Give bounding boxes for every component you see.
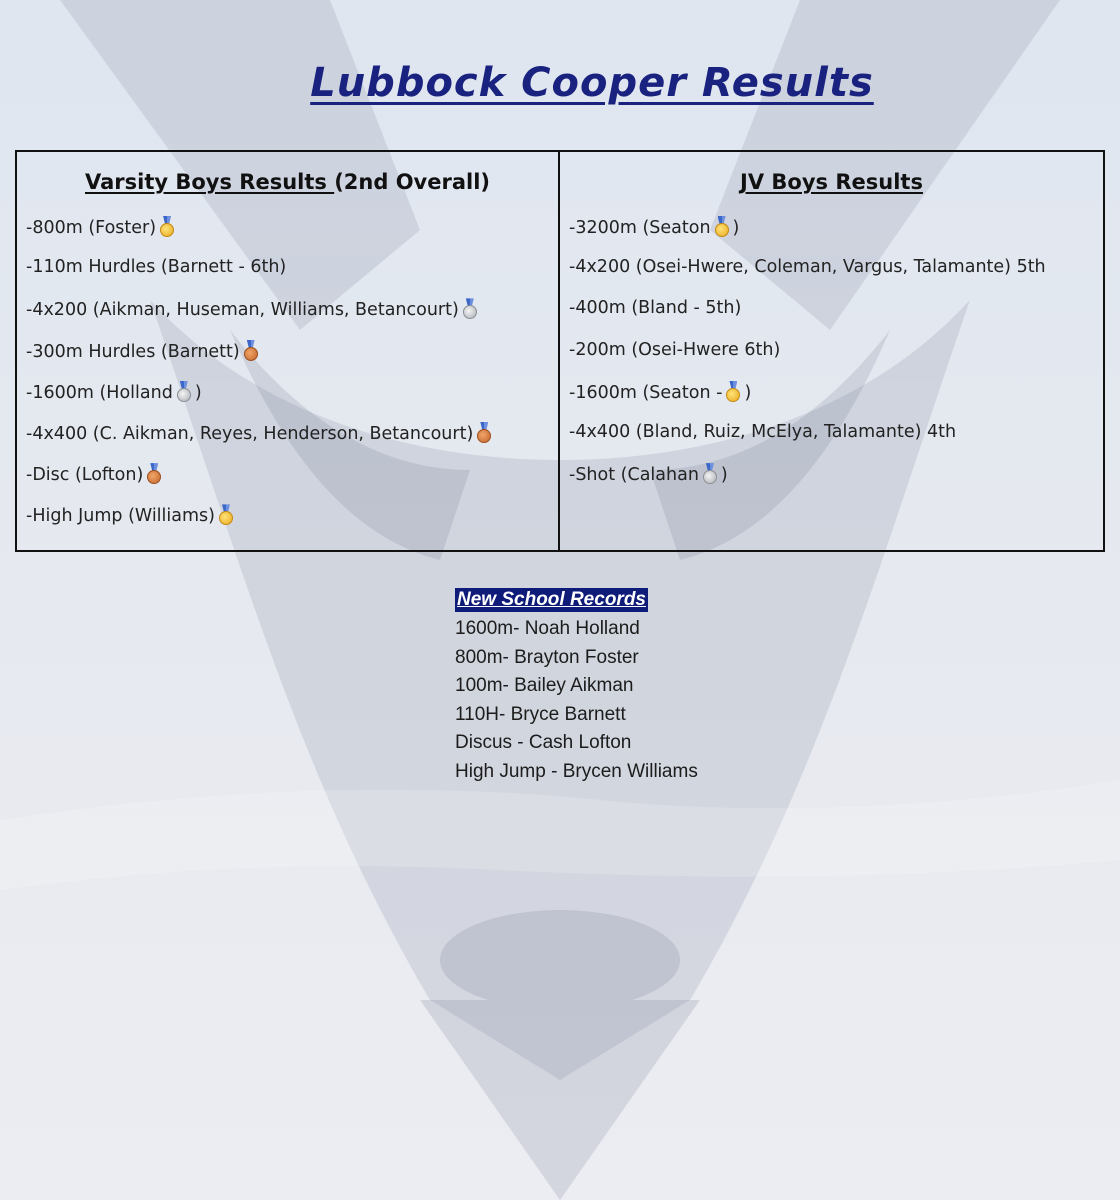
result-text: -High Jump (Williams) [26, 506, 215, 527]
result-item [26, 298, 552, 339]
result-item [26, 216, 552, 257]
result-item [569, 340, 1097, 381]
result-suffix: ) [732, 218, 740, 238]
record-item: 110H- Bryce Barnett [455, 703, 626, 725]
results-table [15, 150, 1105, 552]
result-item [26, 463, 552, 504]
result-text: -3200m (Seaton [569, 218, 711, 238]
result-item [569, 422, 1097, 463]
result-text: -4x200 (Osei-Hwere, Coleman, Vargus, Talamante) 5th [569, 257, 1046, 278]
jv-column [560, 152, 1103, 550]
gold-medal-icon [726, 381, 740, 401]
record-item: 800m- Brayton Foster [455, 646, 639, 668]
jv-results-list [569, 216, 1097, 504]
result-item [569, 463, 1097, 504]
result-suffix: ) [194, 382, 202, 403]
result-item [569, 381, 1097, 422]
silver-medal-icon [463, 298, 477, 318]
result-item [569, 216, 1097, 257]
result-item [569, 257, 1097, 298]
record-item: 1600m- Noah Holland [455, 618, 640, 639]
result-text: -200m (Osei-Hwere 6th) [569, 339, 781, 360]
result-text: -Disc (Lofton) [26, 465, 144, 486]
bronze-medal-icon [477, 422, 491, 442]
result-text: -110m Hurdles (Barnett - 6th) [26, 257, 287, 278]
result-item [26, 340, 552, 381]
result-text: -4x400 (Bland, Ruiz, McElya, Talamante) 4th [569, 421, 957, 442]
varsity-column [17, 152, 560, 550]
gold-medal-icon [160, 216, 174, 236]
records-list [455, 615, 698, 787]
gold-medal-icon [715, 216, 729, 236]
result-text: -1600m (Holland [26, 382, 173, 403]
result-text: -400m (Bland - 5th) [569, 298, 742, 319]
bronze-medal-icon [147, 463, 161, 483]
result-item [569, 298, 1097, 339]
result-text: -800m (Foster) [26, 218, 157, 238]
jv-header: JV Boys Results [740, 170, 923, 194]
record-item: 100m- Bailey Aikman [455, 675, 634, 697]
result-text: -300m Hurdles (Barnett) [26, 341, 240, 362]
records-title: New School Records [457, 589, 646, 610]
page-title: Lubbock Cooper Results [310, 60, 874, 106]
result-text: -1600m (Seaton - [569, 382, 723, 403]
school-records [455, 588, 698, 787]
gold-medal-icon [219, 504, 233, 524]
result-item [26, 257, 552, 298]
silver-medal-icon [177, 381, 191, 401]
record-item: Discus - Cash Lofton [455, 732, 632, 754]
record-item: High Jump - Brycen Williams [455, 760, 698, 782]
result-item [26, 422, 552, 463]
varsity-header: Varsity Boys Results (2nd Overall) [84, 170, 491, 194]
bronze-medal-icon [244, 340, 258, 360]
result-suffix: ) [720, 465, 728, 486]
result-text: -4x400 (C. Aikman, Reyes, Henderson, Betancourt) [26, 423, 474, 444]
result-text: -4x200 (Aikman, Huseman, Williams, Betancourt) [26, 300, 459, 321]
varsity-results-list [26, 216, 552, 546]
result-item [26, 381, 552, 422]
result-text: -Shot (Calahan [569, 465, 699, 486]
result-item [26, 504, 552, 545]
result-suffix: ) [744, 382, 752, 403]
silver-medal-icon [703, 463, 717, 483]
